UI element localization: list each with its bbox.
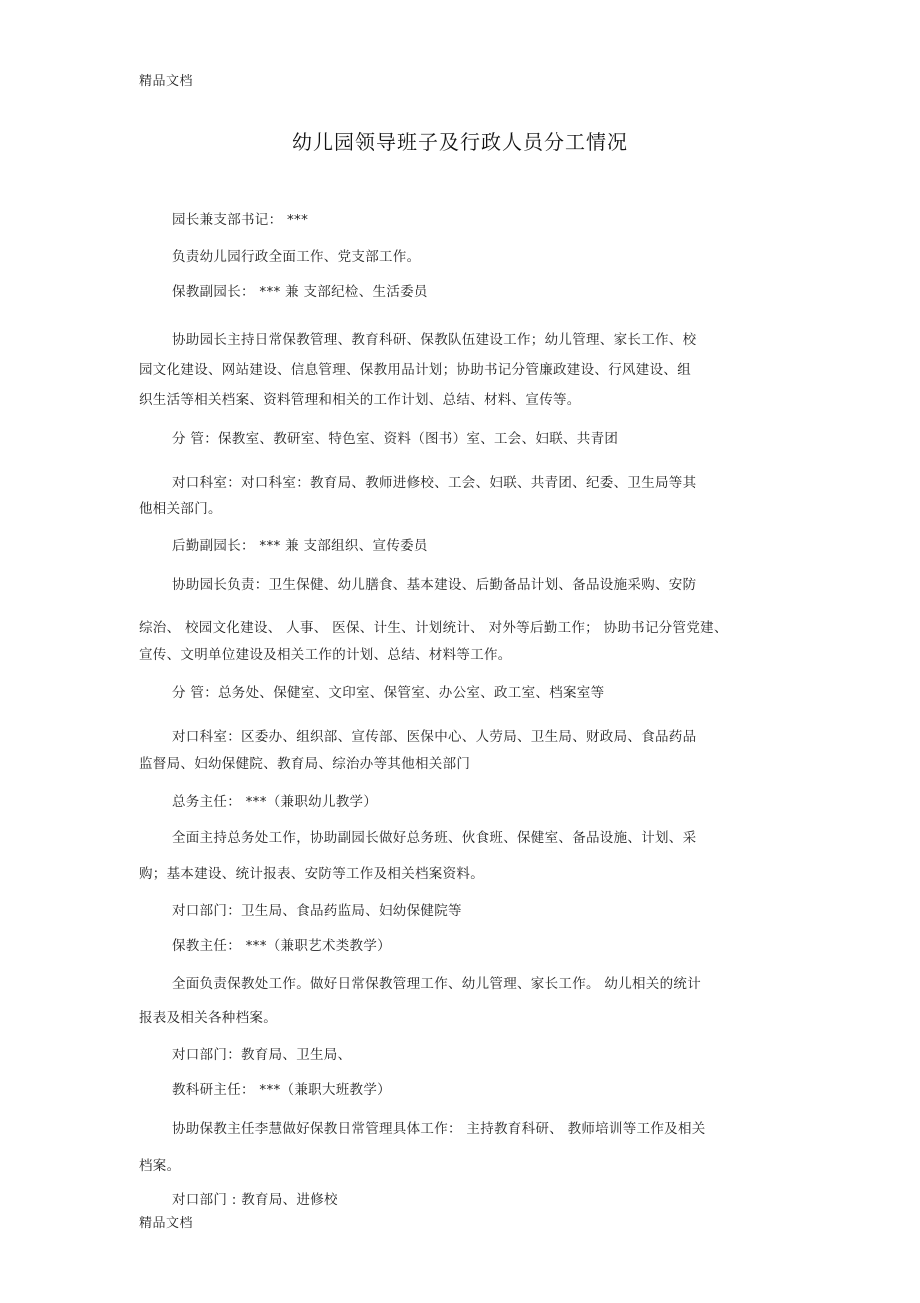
logistics-vice-managed-depts: 分 管：总务处、保健室、文印室、保管室、办公室、政工室、档案室等 (172, 685, 605, 701)
edu-director-heading: 保教主任： ***（兼职艺术类教学） (172, 938, 391, 954)
research-director-liaison: 对口部门 : 教育局、进修校 (172, 1192, 338, 1208)
general-affairs-heading: 总务主任： ***（兼职幼儿教学） (172, 794, 378, 810)
logistics-vice-heading: 后勤副园长： *** 兼 支部组织、宣传委员 (172, 538, 428, 554)
research-director-duty-line-1: 协助保教主任李慧做好保教日常管理具体工作： 主持教育科研、 教师培训等工作及相关 (172, 1121, 706, 1137)
edu-director-duty-line-1: 全面负责保教处工作。做好日常保教管理工作、幼儿管理、家长工作。 幼儿相关的统计 (172, 976, 701, 992)
general-affairs-duty-line-1: 全面主持总务处工作，协助副园长做好总务班、伙食班、保健室、备品设施、计划、采 (172, 830, 697, 846)
page-footer: 精品文档 (139, 1216, 194, 1231)
edu-vice-managed-depts: 分 管：保教室、教研室、特色室、资料（图书）室、工会、妇联、共青团 (172, 431, 619, 447)
logistics-vice-liaison-line-1: 对口科室：区委办、组织部、宣传部、医保中心、人劳局、卫生局、财政局、食品药品 (172, 729, 697, 745)
edu-vice-principal-heading: 保教副园长： *** 兼 支部纪检、生活委员 (172, 284, 428, 300)
edu-vice-liaison-line-1: 对口科室：对口科室：教育局、教师进修校、工会、妇联、共青团、纪委、卫生局等其 (172, 475, 697, 491)
principal-heading: 园长兼支部书记： *** (172, 212, 309, 228)
document-title: 幼儿园领导班子及行政人员分工情况 (292, 130, 628, 154)
edu-vice-duty-line-2: 园文化建设、网站建设、信息管理、保教用品计划；协助书记分管廉政建设、行风建设、组 (139, 362, 691, 378)
logistics-vice-duty-line-2: 综治、 校园文化建设、 人事、 医保、计生、计划统计、 对外等后勤工作； 协助书记分管党建、 (139, 620, 728, 636)
research-director-heading: 教科研主任： ***（兼职大班教学） (172, 1082, 391, 1098)
edu-vice-duty-line-1: 协助园长主持日常保教管理、教育科研、保教队伍建设工作；幼儿管理、家长工作、校 (172, 332, 697, 348)
general-affairs-duty-line-2: 购；基本建设、统计报表、安防等工作及相关档案资料。 (139, 866, 484, 882)
edu-vice-liaison-line-2: 他相关部门。 (139, 501, 222, 517)
edu-director-liaison: 对口部门：教育局、卫生局、 (172, 1047, 352, 1063)
logistics-vice-liaison-line-2: 监督局、妇幼保健院、教育局、综治办等其他相关部门 (139, 756, 471, 772)
logistics-vice-duty-line-1: 协助园长负责：卫生保健、幼儿膳食、基本建设、后勤备品计划、备品设施采购、安防 (172, 577, 697, 593)
logistics-vice-duty-line-3: 宣传、文明单位建设及相关工作的计划、总结、材料等工作。 (139, 647, 512, 663)
principal-duty: 负责幼儿园行政全面工作、党支部工作。 (172, 249, 421, 265)
page-header: 精品文档 (139, 74, 194, 89)
edu-vice-duty-line-3: 织生活等相关档案、资料管理和相关的工作计划、总结、材料、宣传等。 (139, 392, 581, 408)
edu-director-duty-line-2: 报表及相关各种档案。 (139, 1010, 277, 1026)
general-affairs-liaison: 对口部门：卫生局、食品药监局、妇幼保健院等 (172, 903, 462, 919)
research-director-duty-line-2: 档案。 (139, 1158, 181, 1174)
